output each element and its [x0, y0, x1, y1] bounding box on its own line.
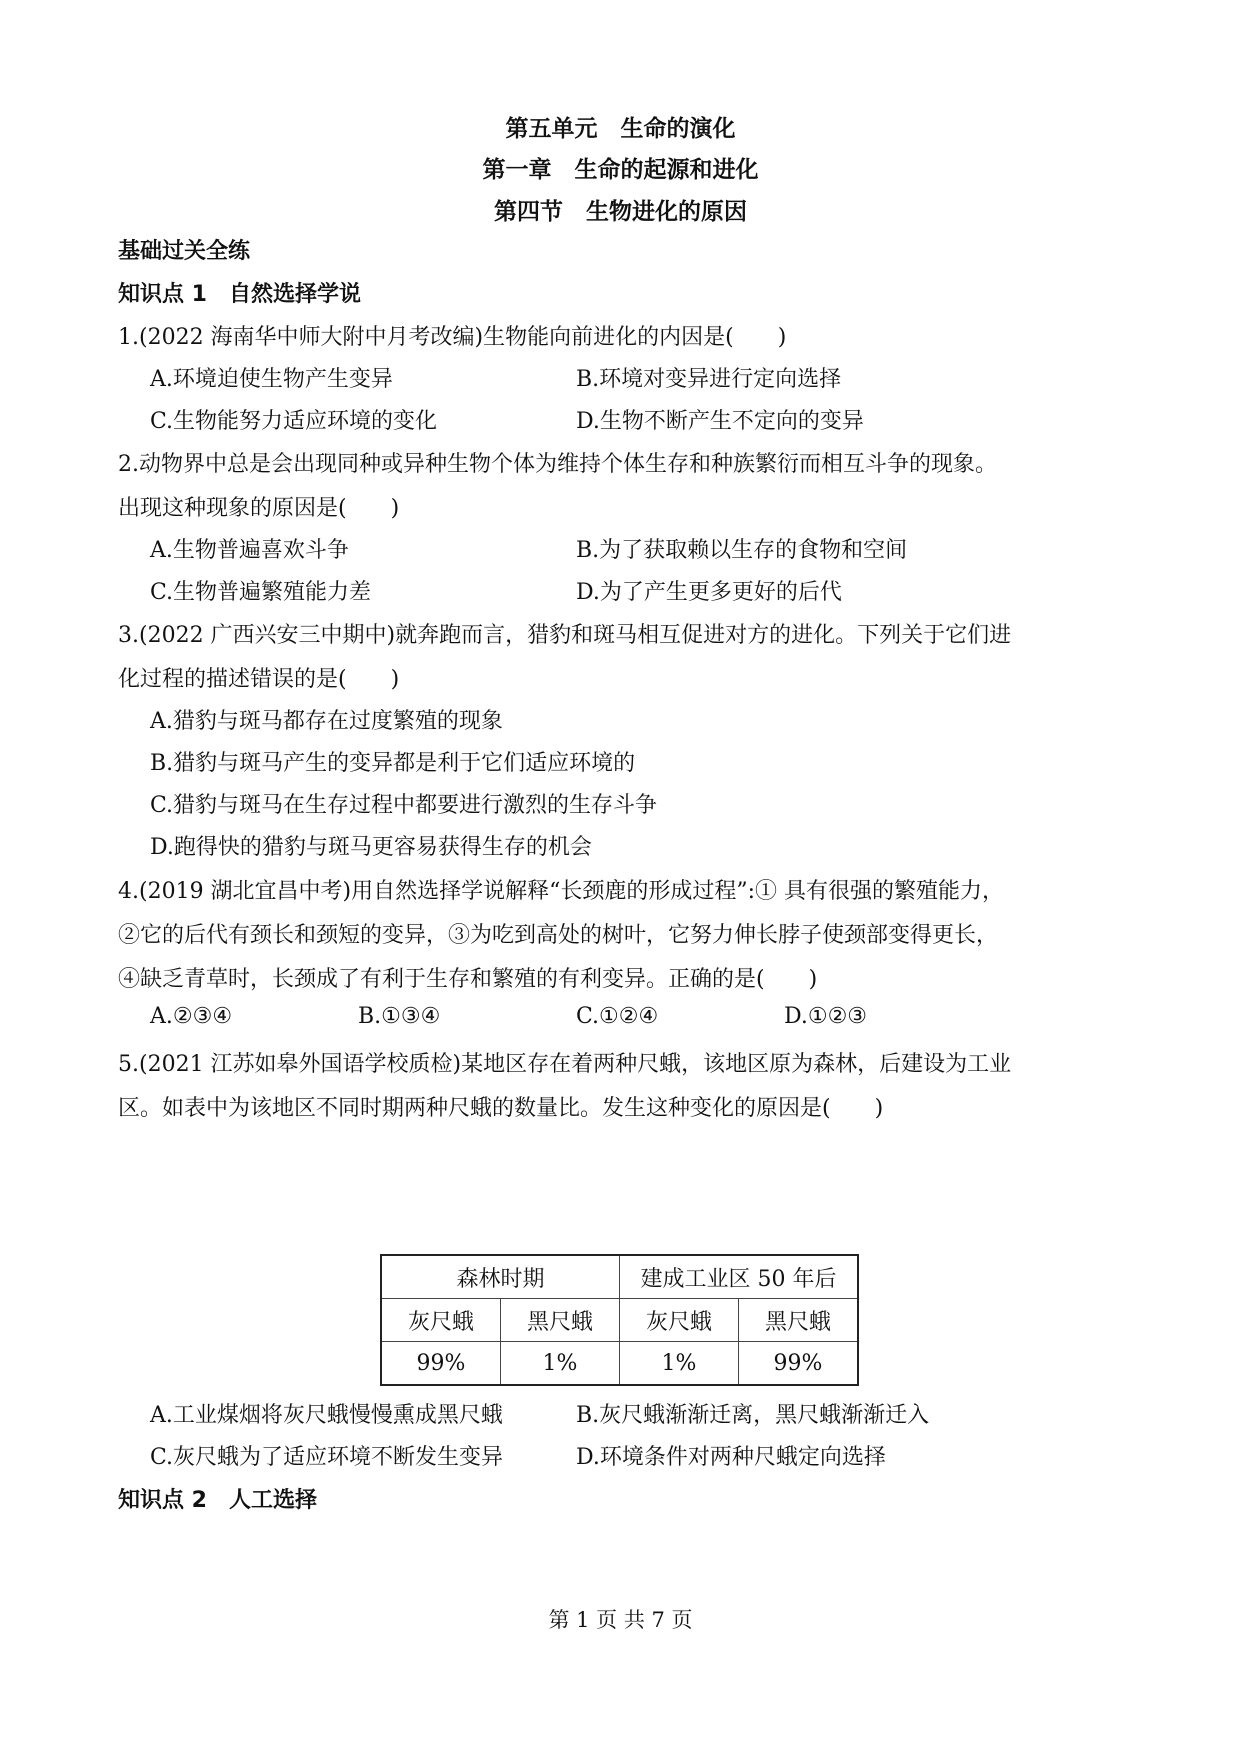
question-4-stem-line-2: ②它的后代有颈长和颈短的变异，③为吃到高处的树叶，它努力伸长脖子使颈部变得更长， [118, 923, 999, 948]
table-row [381, 1299, 858, 1342]
col-black-moth-2: 黑尺蛾 [739, 1299, 859, 1342]
chapter-title: 第一章 生命的起源和进化 [482, 157, 759, 183]
q1-option-c: C.生物能努力适应环境的变化 [150, 409, 438, 434]
val-gray-moth-1: 99% [381, 1342, 501, 1386]
q5-option-a: A.工业煤烟将灰尺蛾慢慢熏成黑尺蛾 [150, 1403, 503, 1428]
q4-option-c: C.①②④ [576, 1004, 659, 1029]
unit-title: 第五单元 生命的演化 [505, 116, 736, 142]
knowledge-point-1: 知识点 1 自然选择学说 [118, 282, 361, 307]
q3-option-a: A.猎豹与斑马都存在过度繁殖的现象 [150, 709, 503, 734]
val-black-moth-1: 1% [501, 1342, 620, 1386]
val-gray-moth-2: 1% [620, 1342, 739, 1386]
col-black-moth-1: 黑尺蛾 [501, 1299, 620, 1342]
question-5-stem-line-2: 区。如表中为该地区不同时期两种尺蛾的数量比。发生这种变化的原因是( ) [118, 1096, 884, 1121]
question-4-stem-line-3: ④缺乏青草时，长颈成了有利于生存和繁殖的有利变异。正确的是( ) [118, 967, 818, 992]
q2-option-a: A.生物普遍喜欢斗争 [150, 538, 349, 563]
header-forest-period: 森林时期 [381, 1255, 620, 1299]
col-gray-moth-1: 灰尺蛾 [381, 1299, 501, 1342]
question-1-stem: 1.(2022 海南华中师大附中月考改编)生物能向前进化的内因是( ) [118, 325, 787, 350]
table-row [381, 1342, 858, 1386]
q1-option-d: D.生物不断产生不定向的变异 [576, 409, 864, 434]
header-industrial-period: 建成工业区 50 年后 [620, 1255, 859, 1299]
page-footer: 第 1 页 共 7 页 [548, 1608, 693, 1632]
q3-option-b: B.猎豹与斑马产生的变异都是利于它们适应环境的 [150, 751, 636, 776]
q2-option-d: D.为了产生更多更好的后代 [576, 580, 842, 605]
q5-option-b: B.灰尺蛾渐渐迁离，黑尺蛾渐渐迁入 [576, 1403, 930, 1428]
q4-option-b: B.①③④ [358, 1004, 441, 1029]
question-5-stem-line-1: 5.(2021 江苏如皋外国语学校质检)某地区存在着两种尺蛾，该地区原为森林，后建设为工业 [118, 1052, 1012, 1077]
moth-ratio-table [380, 1254, 859, 1386]
q3-option-c: C.猎豹与斑马在生存过程中都要进行激烈的生存斗争 [150, 793, 658, 818]
question-3-stem-line-1: 3.(2022 广西兴安三中期中)就奔跑而言，猎豹和斑马相互促进对方的进化。下列关于它们进 [118, 623, 1012, 648]
q4-option-a: A.②③④ [150, 1004, 233, 1029]
question-2-stem-line-1: 2.动物界中总是会出现同种或异种生物个体为维持个体生存和种族繁衍而相互斗争的现象。 [118, 452, 997, 477]
col-gray-moth-2: 灰尺蛾 [620, 1299, 739, 1342]
table-header-row [381, 1255, 858, 1299]
question-2-stem-line-2: 出现这种现象的原因是( ) [118, 496, 400, 521]
q3-option-d: D.跑得快的猎豹与斑马更容易获得生存的机会 [150, 835, 592, 860]
exercise-heading: 基础过关全练 [118, 239, 251, 264]
knowledge-point-2: 知识点 2 人工选择 [118, 1488, 317, 1513]
q4-option-d: D.①②③ [784, 1004, 868, 1029]
q1-option-a: A.环境迫使生物产生变异 [150, 367, 393, 392]
val-black-moth-2: 99% [739, 1342, 859, 1386]
question-3-stem-line-2: 化过程的描述错误的是( ) [118, 667, 400, 692]
q1-option-b: B.环境对变异进行定向选择 [576, 367, 842, 392]
section-title: 第四节 生物进化的原因 [494, 199, 747, 225]
q2-option-b: B.为了获取赖以生存的食物和空间 [576, 538, 908, 563]
q2-option-c: C.生物普遍繁殖能力差 [150, 580, 372, 605]
q5-option-c: C.灰尺蛾为了适应环境不断发生变异 [150, 1445, 504, 1470]
q5-option-d: D.环境条件对两种尺蛾定向选择 [576, 1445, 886, 1470]
question-4-stem-line-1: 4.(2019 湖北宜昌中考)用自然选择学说解释“长颈鹿的形成过程”:① 具有很强的繁殖能力， [118, 879, 1005, 904]
